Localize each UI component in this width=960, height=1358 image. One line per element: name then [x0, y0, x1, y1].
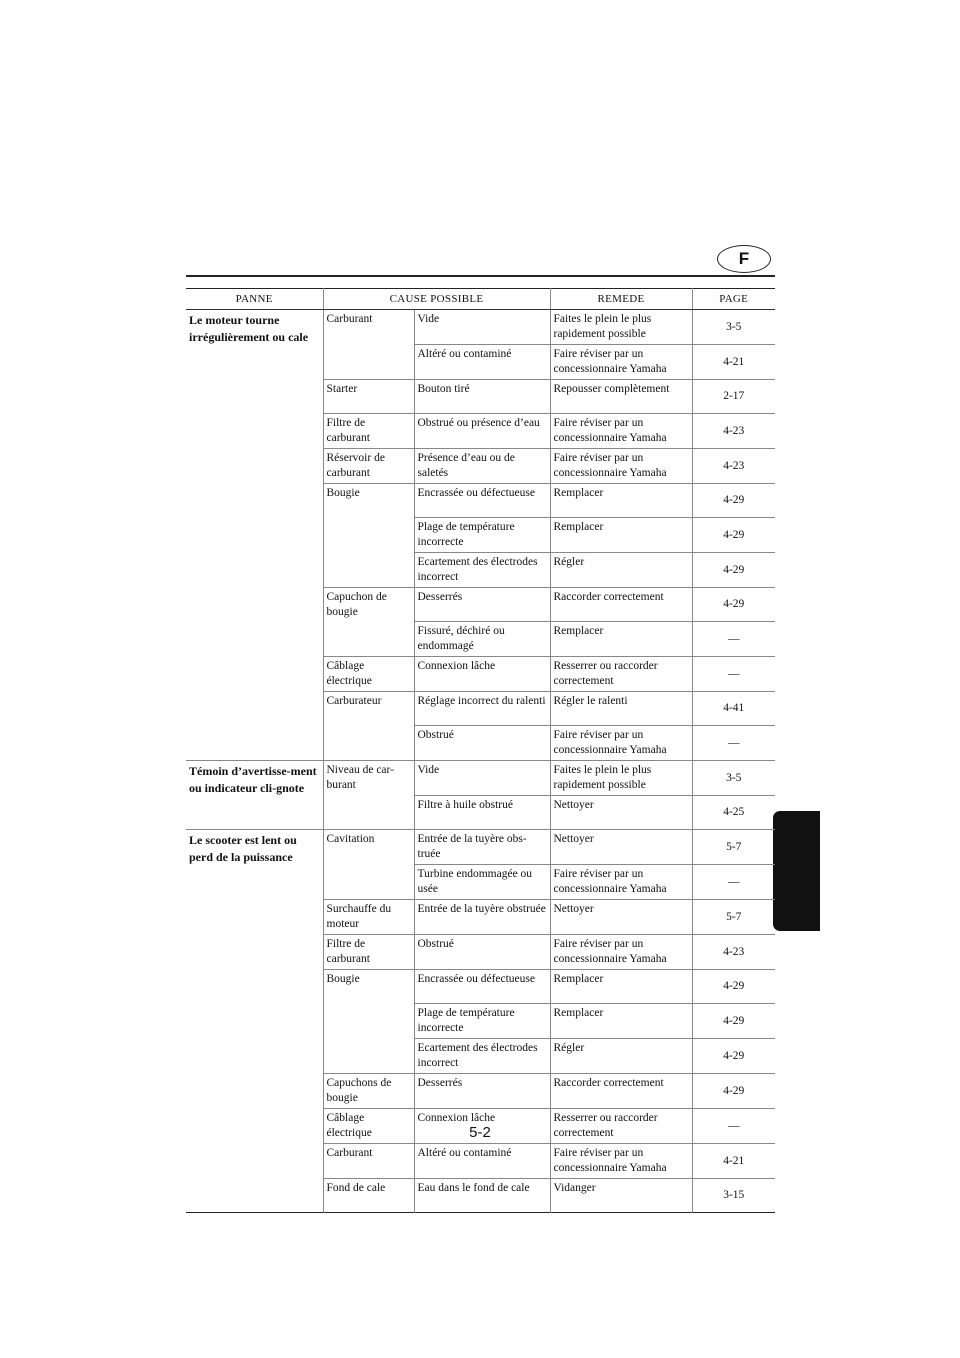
remede-cell: Faire réviser par un concessionnaire Yamaha	[550, 935, 692, 970]
troubleshooting-table	[186, 288, 775, 1213]
language-badge: F	[717, 245, 771, 273]
panne-cell: Témoin d’avertisse-ment ou indicateur cli-gnote	[186, 761, 323, 830]
cause-detail-cell: Entrée de la tuyère obs-truée	[414, 830, 550, 865]
page-cell: 4-29	[692, 970, 775, 1004]
page-cell: —	[692, 1109, 775, 1144]
cause-detail-cell: Turbine endommagée ou usée	[414, 865, 550, 900]
cause-detail-cell: Plage de température incorrecte	[414, 1004, 550, 1039]
cause-detail-cell: Réglage incorrect du ralenti	[414, 692, 550, 726]
remede-cell: Remplacer	[550, 1004, 692, 1039]
remede-cell: Repousser complètement	[550, 380, 692, 414]
cause-detail-cell: Desserrés	[414, 588, 550, 622]
remede-cell: Resserrer ou raccorder correctement	[550, 657, 692, 692]
panne-cell: Le scooter est lent ou perd de la puissance	[186, 830, 323, 1213]
page-cell: 3-15	[692, 1179, 775, 1213]
page-cell: —	[692, 865, 775, 900]
page-cell: 4-29	[692, 1004, 775, 1039]
page-cell: 4-29	[692, 1074, 775, 1109]
cause-detail-cell: Plage de température incorrecte	[414, 518, 550, 553]
cause-cell: Fond de cale	[323, 1179, 414, 1213]
page-cell: 4-23	[692, 414, 775, 449]
cause-detail-cell: Présence d’eau ou de saletés	[414, 449, 550, 484]
page-cell: —	[692, 622, 775, 657]
cause-detail-cell: Encrassée ou défectueuse	[414, 970, 550, 1004]
remede-cell: Régler	[550, 1039, 692, 1074]
table-row	[186, 761, 775, 796]
cause-detail-cell: Ecartement des électrodes incorrect	[414, 553, 550, 588]
remede-cell: Vidanger	[550, 1179, 692, 1213]
cause-cell: Carburateur	[323, 692, 414, 761]
cause-detail-cell: Fissuré, déchiré ou endommagé	[414, 622, 550, 657]
header-page: PAGE	[692, 289, 775, 310]
page-cell: 5-7	[692, 900, 775, 935]
panne-cell: Le moteur tourne irrégulièrement ou cale	[186, 310, 323, 761]
cause-detail-cell: Encrassée ou défectueuse	[414, 484, 550, 518]
cause-cell: Câblage électrique	[323, 657, 414, 692]
cause-detail-cell: Obstrué	[414, 935, 550, 970]
cause-cell: Bougie	[323, 970, 414, 1074]
table-header-row	[186, 289, 775, 310]
remede-cell: Nettoyer	[550, 830, 692, 865]
page-cell: 4-29	[692, 588, 775, 622]
page-cell: —	[692, 657, 775, 692]
remede-cell: Nettoyer	[550, 796, 692, 830]
remede-cell: Régler	[550, 553, 692, 588]
remede-cell: Remplacer	[550, 622, 692, 657]
page-cell: 4-21	[692, 345, 775, 380]
remede-cell: Régler le ralenti	[550, 692, 692, 726]
cause-cell: Starter	[323, 380, 414, 414]
cause-detail-cell: Vide	[414, 761, 550, 796]
cause-cell: Câblage électrique	[323, 1109, 414, 1144]
cause-detail-cell: Altéré ou contaminé	[414, 345, 550, 380]
cause-detail-cell: Eau dans le fond de cale	[414, 1179, 550, 1213]
remede-cell: Faire réviser par un concessionnaire Yamaha	[550, 726, 692, 761]
cause-cell: Carburant	[323, 310, 414, 380]
header-cause: CAUSE POSSIBLE	[323, 289, 550, 310]
remede-cell: Resserrer ou raccorder correctement	[550, 1109, 692, 1144]
remede-cell: Remplacer	[550, 518, 692, 553]
cause-detail-cell: Obstrué ou présence d’eau	[414, 414, 550, 449]
page-cell: 3-5	[692, 310, 775, 345]
page-cell: 4-29	[692, 553, 775, 588]
cause-detail-cell: Connexion lâche	[414, 1109, 550, 1144]
page-cell: 4-25	[692, 796, 775, 830]
cause-cell: Surchauffe du moteur	[323, 900, 414, 935]
remede-cell: Remplacer	[550, 970, 692, 1004]
remede-cell: Faites le plein le plus rapidement possible	[550, 761, 692, 796]
cause-cell: Carburant	[323, 1144, 414, 1179]
cause-detail-cell: Desserrés	[414, 1074, 550, 1109]
cause-cell: Filtre de carburant	[323, 935, 414, 970]
header-remede: REMEDE	[550, 289, 692, 310]
page-cell: 3-5	[692, 761, 775, 796]
remede-cell: Nettoyer	[550, 900, 692, 935]
page-cell: 4-29	[692, 1039, 775, 1074]
page-cell: 4-29	[692, 484, 775, 518]
page-cell: 4-23	[692, 935, 775, 970]
cause-detail-cell: Filtre à huile obstrué	[414, 796, 550, 830]
remede-cell: Remplacer	[550, 484, 692, 518]
cause-detail-cell: Altéré ou contaminé	[414, 1144, 550, 1179]
remede-cell: Faire réviser par un concessionnaire Yamaha	[550, 414, 692, 449]
cause-detail-cell: Obstrué	[414, 726, 550, 761]
remede-cell: Raccorder correctement	[550, 1074, 692, 1109]
cause-cell: Capuchon de bougie	[323, 588, 414, 657]
cause-cell: Filtre de carburant	[323, 414, 414, 449]
page-cell: 4-29	[692, 518, 775, 553]
remede-cell: Faire réviser par un concessionnaire Yamaha	[550, 449, 692, 484]
table-row	[186, 310, 775, 345]
page-cell: 2-17	[692, 380, 775, 414]
page-cell: 4-23	[692, 449, 775, 484]
table-row	[186, 830, 775, 865]
cause-cell: Niveau de car-burant	[323, 761, 414, 830]
cause-detail-cell: Entrée de la tuyère obstruée	[414, 900, 550, 935]
header-panne: PANNE	[186, 289, 323, 310]
header-rule	[186, 275, 775, 277]
cause-cell: Réservoir de carburant	[323, 449, 414, 484]
cause-cell: Bougie	[323, 484, 414, 588]
remede-cell: Faites le plein le plus rapidement possible	[550, 310, 692, 345]
page-cell: 4-21	[692, 1144, 775, 1179]
cause-detail-cell: Vide	[414, 310, 550, 345]
chapter-tab	[773, 811, 820, 931]
cause-detail-cell: Bouton tiré	[414, 380, 550, 414]
page-cell: 5-7	[692, 830, 775, 865]
remede-cell: Faire réviser par un concessionnaire Yamaha	[550, 1144, 692, 1179]
page-cell: —	[692, 726, 775, 761]
cause-detail-cell: Ecartement des électrodes incorrect	[414, 1039, 550, 1074]
page-number: 5-2	[469, 1124, 491, 1141]
table-body	[186, 310, 775, 1213]
cause-detail-cell: Connexion lâche	[414, 657, 550, 692]
cause-cell: Capuchons de bougie	[323, 1074, 414, 1109]
remede-cell: Faire réviser par un concessionnaire Yamaha	[550, 865, 692, 900]
remede-cell: Raccorder correctement	[550, 588, 692, 622]
cause-cell: Cavitation	[323, 830, 414, 900]
remede-cell: Faire réviser par un concessionnaire Yamaha	[550, 345, 692, 380]
page-cell: 4-41	[692, 692, 775, 726]
